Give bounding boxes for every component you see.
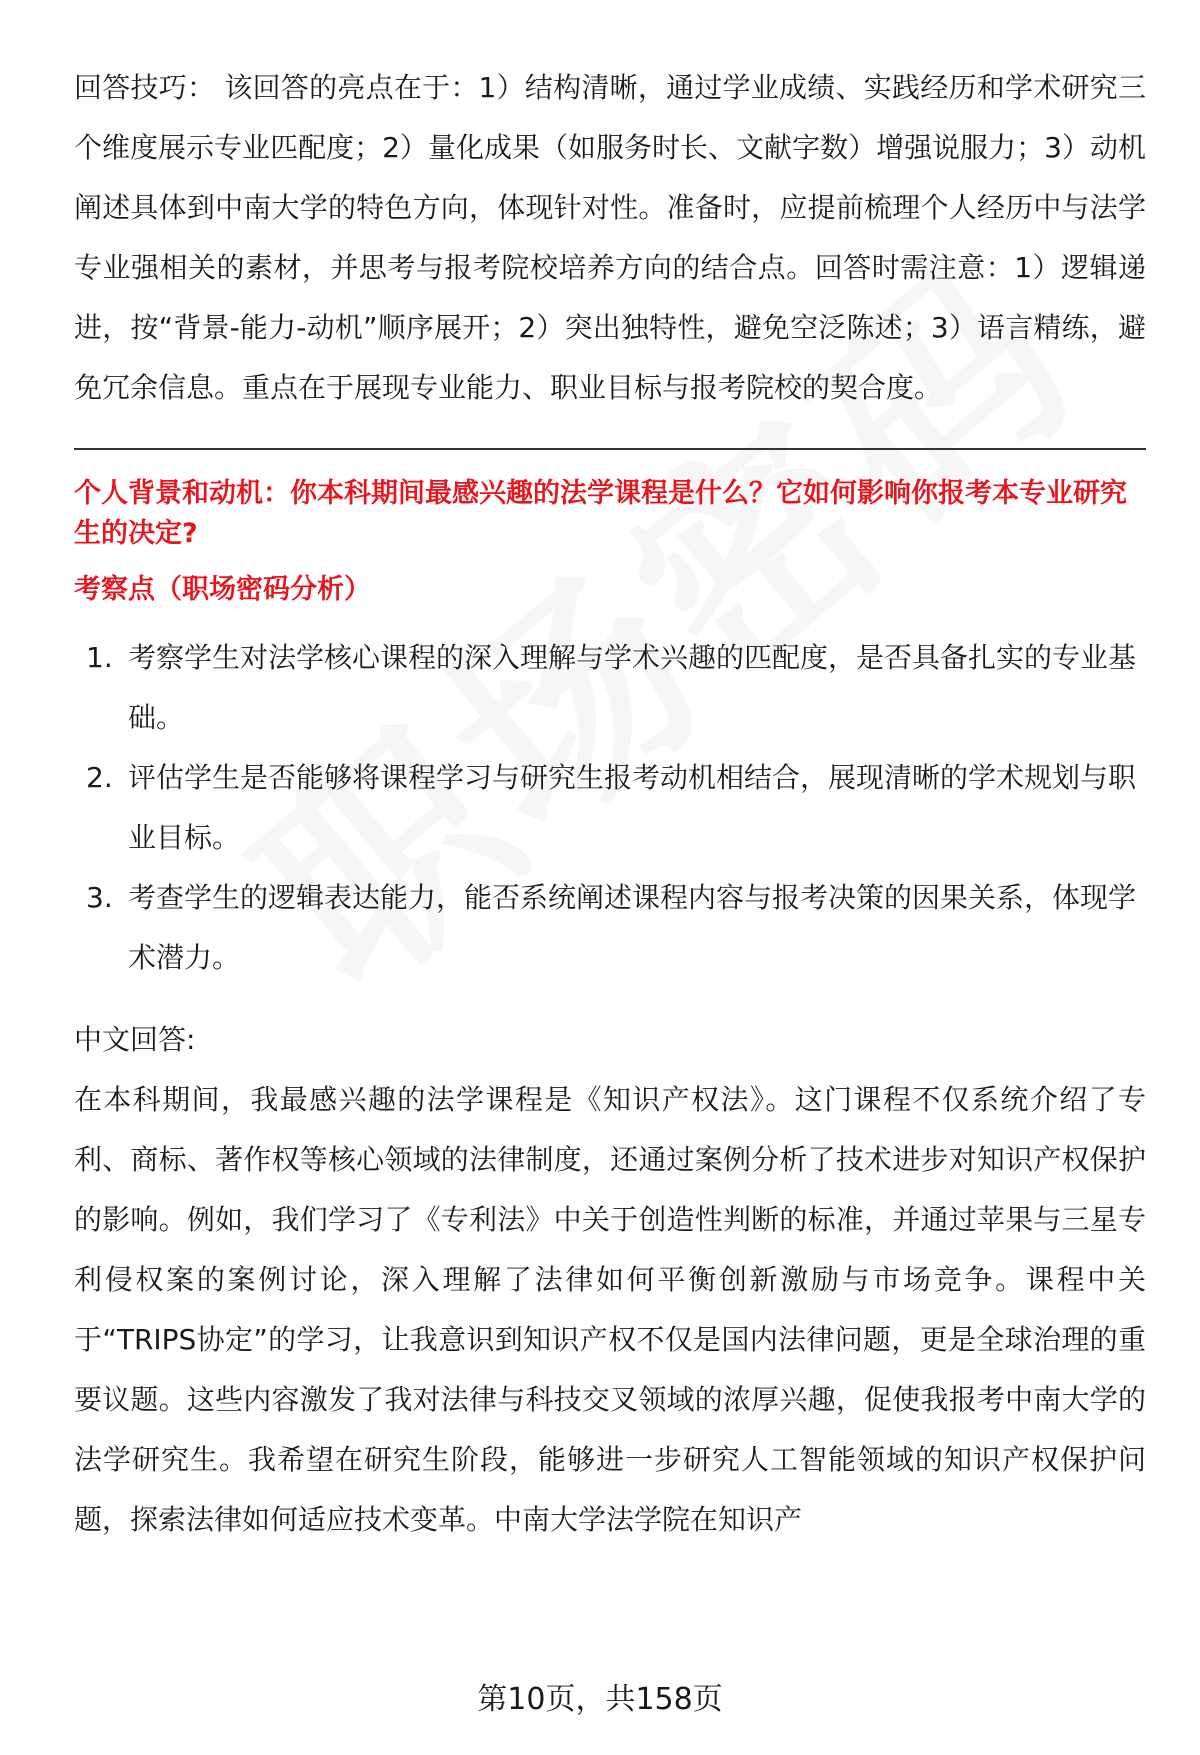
list-number: 3. — [86, 881, 113, 914]
list-item — [74, 868, 1146, 988]
list-item — [74, 628, 1146, 748]
section-divider — [74, 448, 1146, 450]
page-content — [74, 58, 1146, 1550]
assessment-points-list — [74, 628, 1146, 988]
list-item — [74, 748, 1146, 868]
page-number: 第10页，共158页 — [477, 1682, 723, 1717]
list-item-text: 评估学生是否能够将课程学习与研究生报考动机相结合，展现清晰的学术规划与职业目标。 — [128, 761, 1137, 854]
assessment-points-title: 考察点（职场密码分析） — [74, 574, 371, 605]
question-title: 个人背景和动机：你本科期间最感兴趣的法学课程是什么？它如何影响你报考本专业研究生的决定? — [74, 478, 1127, 549]
list-item-text: 考查学生的逻辑表达能力，能否系统阐述课程内容与报考决策的因果关系，体现学术潜力。 — [128, 881, 1137, 974]
answer-text: 在本科期间，我最感兴趣的法学课程是《知识产权法》。这门课程不仅系统介绍了专利、商标、著作权等核心领域的法律制度，还通过案例分析了技术进步对知识产权保护的影响。例如，我们学习了《专利法》中关于创造性判断的标准，并通过苹果与三星专利侵权案的案例讨论，深入理解了法律如何平衡创新激励与市场竞争。课程中关于“TRIPS协定”的学习，让我意识到知识产权不仅是国内法律问题，更是全球治理的重要议题。这些内容激发了我对法律与科技交叉领域的浓厚兴趣，促使我报考中南大学的法学研究生。我希望在研究生阶段，能够进一步研究人工智能领域的知识产权保护问题，探索法律如何适应技术变革。中南大学法学院在知识产 — [74, 1083, 1146, 1536]
list-number: 2. — [86, 761, 113, 794]
answer-label: 中文回答: — [74, 1023, 196, 1056]
list-number: 1. — [86, 641, 113, 674]
list-item-text: 考察学生对法学核心课程的深入理解与学术兴趣的匹配度，是否具备扎实的专业基础。 — [128, 641, 1137, 734]
answer-tips: 回答技巧： 该回答的亮点在于：1）结构清晰，通过学业成绩、实践经历和学术研究三个维度展示专业匹配度；2）量化成果（如服务时长、文献字数）增强说服力；3）动机阐述具体到中南大学的特色方向，体现针对性。准备时，应提前梳理个人经历中与法学专业强相关的素材，并思考与报考院校培养方向的结合点。回答时需注意：1）逻辑递进，按“背景-能力-动机”顺序展开；2）突出独特性，避免空泛陈述；3）语言精练，避免冗余信息。重点在于展现专业能力、职业目标与报考院校的契合度。 — [74, 71, 1146, 404]
